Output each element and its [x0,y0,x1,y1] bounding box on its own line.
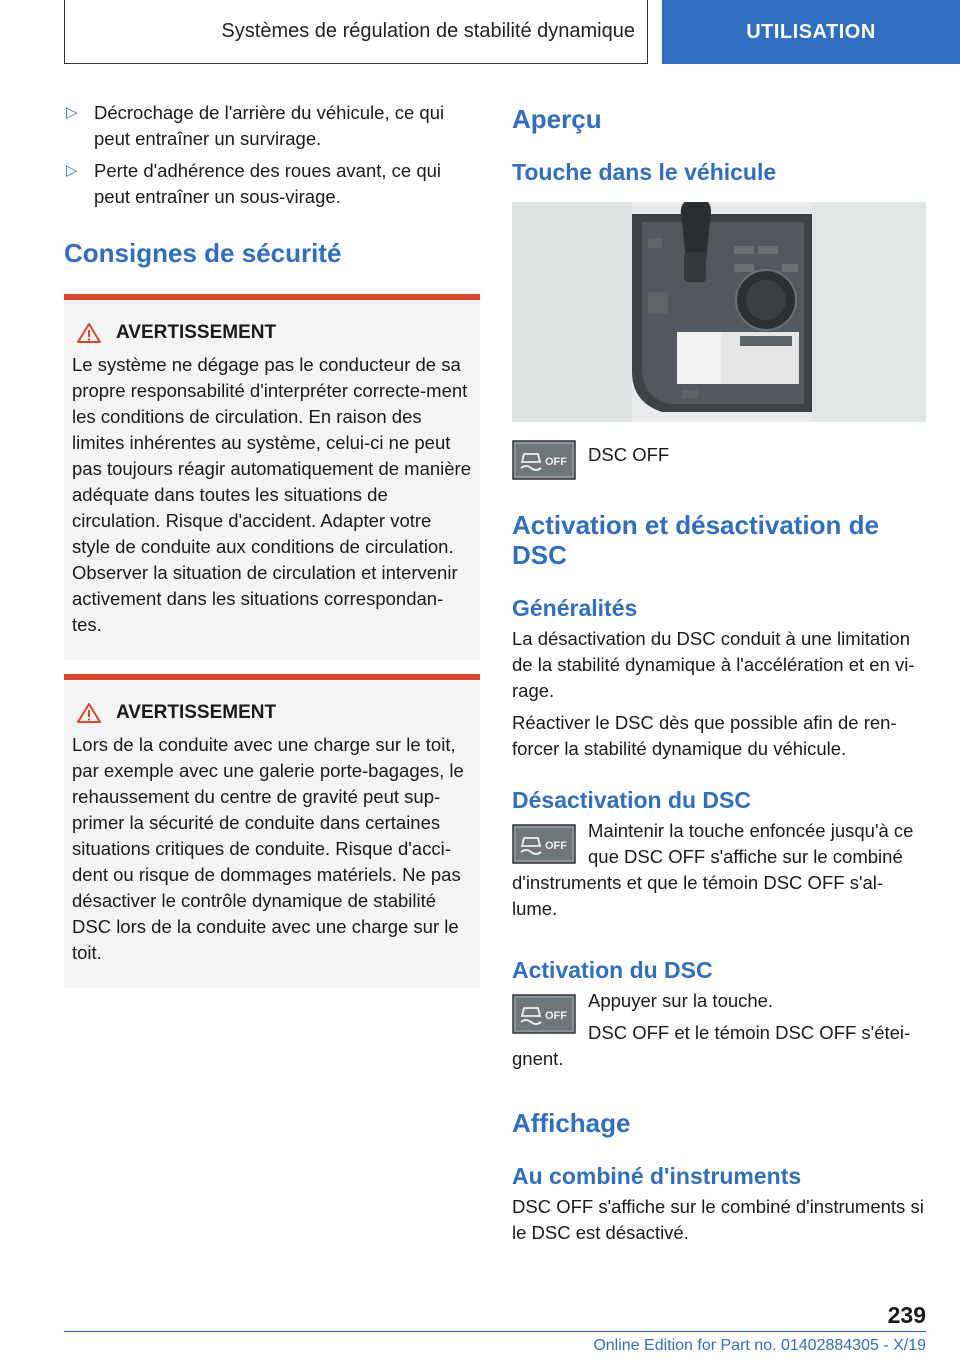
header-section-title [64,0,648,64]
deactivation-row [512,818,926,922]
dsc-off-button-icon [512,994,576,1034]
general-paragraph: Réactiver le DSC dès que possible afin de ren-forcer la stabilité dynamique du véhicule. [512,712,897,759]
svg-text:OFF: OFF [545,840,567,852]
list-item [64,158,480,210]
warning-title-text: AVERTISSEMENT [116,322,277,343]
footer-edition: Online Edition for Part no. 01402884305 - X/19 [593,1337,926,1354]
activation-text: DSC OFF et le témoin DSC OFF s'étei-gnent. [512,1022,911,1069]
tab-label: UTILISATION [746,20,876,43]
svg-text:OFF: OFF [545,456,567,468]
activation-heading: Activation et désactivation de DSC [512,510,879,570]
dsc-caption-row [512,440,926,480]
left-column [64,100,480,988]
warning-text: Le système ne dégage pas le conducteur de sa propre responsabilité d'interpréter correcte-ment les conditions de circulation. En raison des limites inhérentes au système, celui-ci ne peut pas toujours réagir automatiquement de manière adéquate dans toutes les situations de circulation. Risque d'accident. Adapter votre style de conduite aux conditions de circulation. Observer la situation de circulation et intervenir activement dans les situations correspondan-tes. [72,354,472,635]
warning-text: Lors de la conduite avec une charge sur le toit, par exemple avec une galerie porte-bagages, le rehaussement du centre de gravité peut sup-primer la sécurité de conduite dans certaines situations critiques de conduite. Risque d'acci-dent ou risque de dommages matériels. Ne pas désactiver le contrôle dynamique de stabilité DSC lors de la conduite avec une charge sur le toit. [72,734,464,963]
display-heading: Affichage [512,1108,631,1138]
cluster-heading: Au combiné d'instruments [512,1163,802,1189]
overview-heading: Aperçu [512,104,602,134]
footer-divider [64,1331,926,1332]
dsc-off-button-icon [512,824,576,864]
triangle-bullet-icon: ▷ [66,162,78,179]
warning-triangle-icon [76,322,102,344]
safety-heading: Consignes de sécurité [64,238,342,268]
right-column [512,100,926,1246]
warning-title-text: AVERTISSEMENT [116,702,277,723]
cluster-text: DSC OFF s'affiche sur le combiné d'instruments si le DSC est désactivé. [512,1196,924,1243]
activation-sub-heading: Activation du DSC [512,957,713,983]
triangle-bullet-icon: ▷ [66,104,78,121]
warning-title [76,700,472,726]
warning-title [76,320,472,346]
page-number: 239 [887,1302,926,1328]
dsc-caption: DSC OFF [588,444,670,465]
center-console-photo [512,202,926,422]
warning-triangle-icon [76,702,102,724]
button-heading: Touche dans le véhicule [512,159,777,185]
activation-row [512,988,926,1072]
activation-text: Appuyer sur la touche. [588,990,774,1011]
header-tab [662,0,960,64]
deactivation-heading: Désactivation du DSC [512,787,751,813]
section-title-text: Systèmes de régulation de stabilité dynamique [221,20,635,42]
general-heading: Généralités [512,595,638,621]
bullet-text: Perte d'adhérence des roues avant, ce qui peut entraîner un sous-virage. [94,160,442,207]
general-paragraph: La désactivation du DSC conduit à une limitation de la stabilité dynamique à l'accélération et en vi-rage. [512,628,915,701]
bullet-text: Décrochage de l'arrière du véhicule, ce qui peut entraîner un survirage. [94,102,445,149]
dsc-off-button-icon [512,440,576,480]
warning-box [64,294,480,660]
warning-box [64,674,480,988]
bullet-list [64,100,480,210]
svg-text:OFF: OFF [545,1010,567,1022]
deactivation-text: Maintenir la touche enfoncée jusqu'à ce que DSC OFF s'affiche sur le combiné d'instruments et que le témoin DSC OFF s'al-lume. [512,820,914,919]
list-item [64,100,480,152]
